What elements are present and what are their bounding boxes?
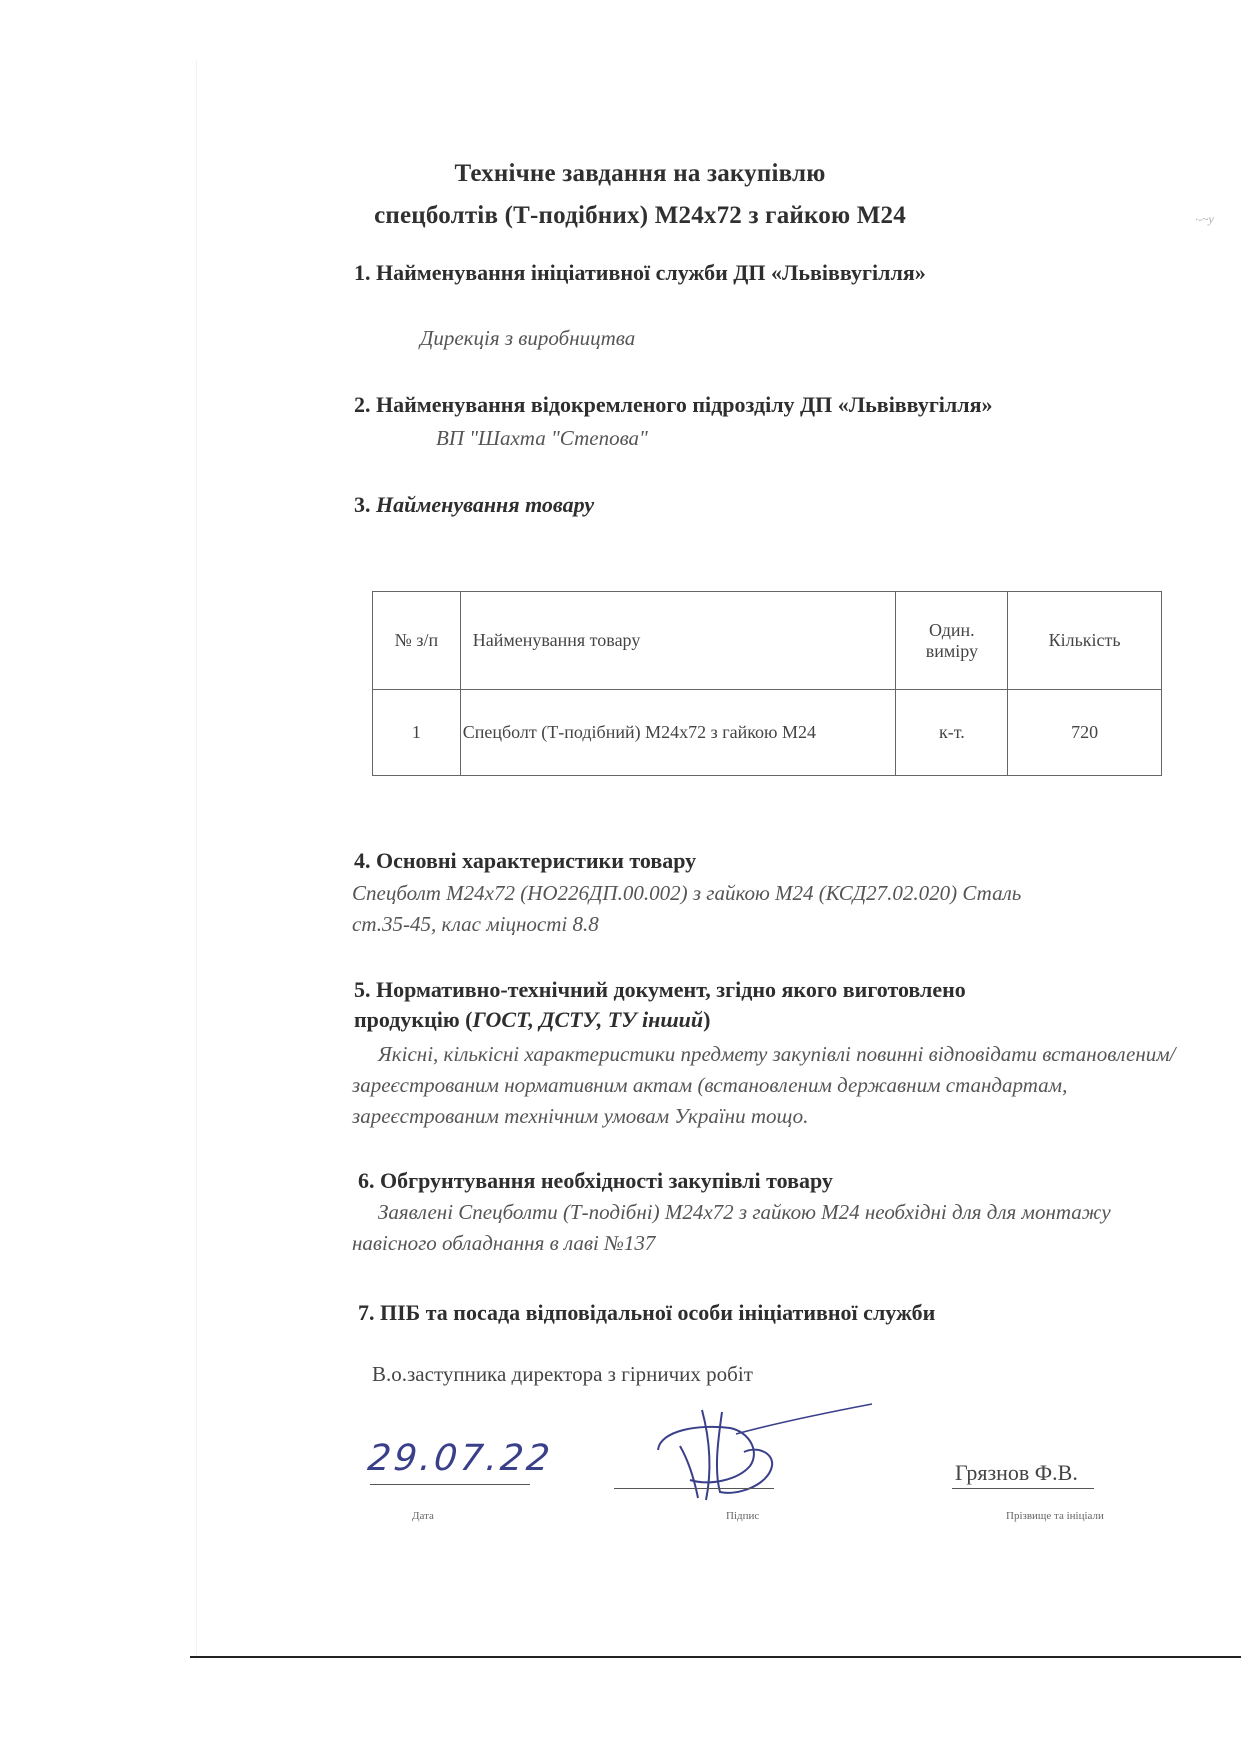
section7-heading: 7. ПІБ та посада відповідальної особи ініціативної служби (358, 1300, 936, 1325)
caption-name: Прізвище та ініціали (1006, 1510, 1104, 1522)
section2-value: ВП "Шахта "Степова" (436, 426, 648, 450)
cell-product-name: Спецболт (Т-подібний) М24х72 з гайкою М24 (460, 690, 896, 776)
section2-heading: 2. Найменування відокремленого підрозділу ДП «Львіввугілля» (354, 392, 993, 417)
header-unit-line2: виміру (925, 640, 978, 661)
header-quantity: Кількість (1008, 592, 1162, 690)
handwritten-date: 29.07.22 (365, 1438, 555, 1479)
responsible-position: В.о.заступника директора з гірничих робіт (372, 1362, 753, 1386)
section5-heading-line1: 5. Нормативно-технічний документ, згідно якого виготовлено (354, 977, 966, 1002)
section4-text (352, 878, 1182, 940)
section5-heading-italic: ГОСТ, ДСТУ, ТУ інший (472, 1007, 704, 1032)
section1-heading: 1. Найменування ініціативної служби ДП «Львіввугілля» (354, 260, 926, 285)
caption-date: Дата (412, 1510, 434, 1522)
page-bottom-rule (190, 1656, 1241, 1658)
cell-number: 1 (373, 690, 461, 776)
section4-line2: ст.35-45, клас міцності 8.8 (352, 912, 599, 936)
name-underline (952, 1488, 1094, 1489)
page-edge (196, 60, 197, 1660)
document-title-line2: спецболтів (Т-подібних) М24х72 з гайкою М24 (374, 202, 906, 229)
header-unit-line1: Один. (929, 619, 975, 640)
section4-line1: Спецболт М24х72 (НО226ДП.00.002) з гайкою М24 (КСД27.02.020) Сталь (352, 881, 1022, 905)
document-title-line1: Технічне завдання на закупівлю (454, 160, 826, 187)
section4-heading: 4. Основні характеристики товару (354, 848, 697, 873)
table-row (373, 690, 1162, 776)
header-unit (896, 592, 1008, 690)
date-underline (370, 1484, 530, 1485)
section1-value: Дирекція з виробництва (420, 326, 636, 350)
section3-heading (354, 492, 594, 518)
handwritten-signature (640, 1400, 880, 1510)
cell-unit: к-т. (896, 690, 1008, 776)
goods-table (372, 591, 1162, 776)
section3-number: 3. (354, 492, 371, 517)
cell-quantity: 720 (1008, 690, 1162, 776)
section5-heading-line2 (354, 1007, 710, 1033)
table-header-row (373, 592, 1162, 690)
header-product-name: Найменування товару (460, 592, 896, 690)
section5-text: Якісні, кількісні характеристики предмету закупівлі повинні відповідати встановленим/зареєстрованим нормативним актам (встановленим державним стандартам, зареєстрованим технічним умовам України тощо. (352, 1042, 1176, 1128)
section6-heading: 6. Обгрунтування необхідності закупівлі товару (358, 1168, 833, 1193)
scan-artifact: ·-~у (1195, 212, 1214, 226)
caption-signature: Підпис (726, 1510, 760, 1522)
section3-title: Найменування товару (376, 492, 595, 517)
section5-heading-plain: продукцію ( (354, 1007, 473, 1032)
signature-underline (614, 1488, 774, 1489)
section6-text: Заявлені Спецболти (Т-подібні) М24х72 з гайкою М24 необхідні для для монтажу навісного обладнання в лаві №137 (352, 1200, 1111, 1255)
section5-heading-close: ) (703, 1007, 711, 1032)
header-number: № з/п (373, 592, 461, 690)
signer-name: Грязнов Ф.В. (955, 1460, 1078, 1485)
